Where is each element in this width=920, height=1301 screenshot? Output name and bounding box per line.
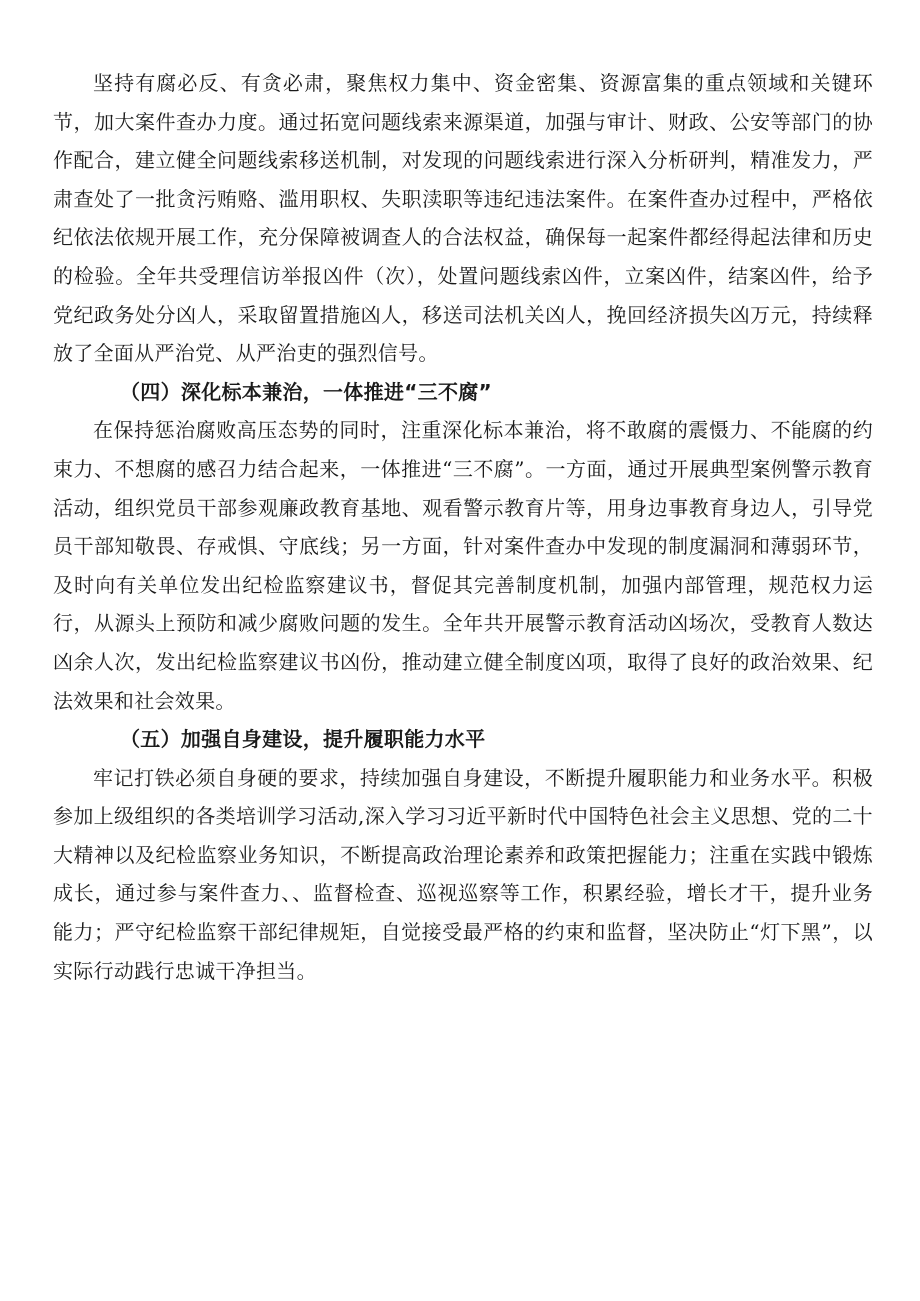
- section-heading-four: （四）深化标本兼治，一体推进“三不腐”: [120, 379, 492, 404]
- paragraph-self-construction: 牢记打铁必须自身硬的要求，持续加强自身建设，不断提升履职能力和业务水平。积极参加上级组织的各类培训学习活动,深入学习习近平新时代中国特色社会主义思想、党的二十大精神以及纪检监察业务知识，不断提高政治理论素养和政策把握能力；注重在实践中锻炼成长，通过参与案件查力、、监督检查、巡视巡察等工作，积累经验，增长才干，提升业务能力；严守纪检监察干部纪律规矩，自觉接受最严格的约束和监督，坚决防止“灯下黑”，以实际行动践行忠诚干净担当。: [53, 765, 873, 983]
- paragraph-case-handling: 坚持有腐必反、有贪必肃，聚焦权力集中、资金密集、资源富集的重点领域和关键环节，加大案件查办力度。通过拓宽问题线索来源渠道，加强与审计、财政、公安等部门的协作配合，建立健全问题线索移送机制，对发现的问题线索进行深入分析研判，精准发力，严肃查处了一批贪污贿赂、滥用职权、失职渎职等违纪违法案件。在案件查办过程中，严格依纪依法依规开展工作，充分保障被调查人的合法权益，确保每一起案件都经得起法律和历史的检验。全年共受理信访举报凶件（次），处置问题线索凶件，立案凶件，结案凶件，给予党纪政务处分凶人，采取留置措施凶人，移送司法机关凶人，挽回经济损失凶万元，持续释放了全面从严治党、从严治吏的强烈信号。: [53, 71, 873, 366]
- paragraph-three-no-corruption: 在保持惩治腐败高压态势的同时，注重深化标本兼治，将不敢腐的震慑力、不能腐的约束力、不想腐的感召力结合起来，一体推进“三不腐”。一方面，通过开展典型案例警示教育活动，组织党员干部参观廉政教育基地、观看警示教育片等，用身边事教育身边人，引导党员干部知敬畏、存戒惧、守底线；另一方面，针对案件查办中发现的制度漏洞和薄弱环节，及时向有关单位发出纪检监察建议书，督促其完善制度机制，加强内部管理，规范权力运行，从源头上预防和减少腐败问题的发生。全年共开展警示教育活动凶场次，受教育人数达凶余人次，发出纪检监察建议书凶份，推动建立健全制度凶项，取得了良好的政治效果、纪法效果和社会效果。: [53, 418, 873, 713]
- section-heading-five: （五）加强自身建设，提升履职能力水平: [120, 727, 486, 752]
- document-body: [53, 64, 873, 990]
